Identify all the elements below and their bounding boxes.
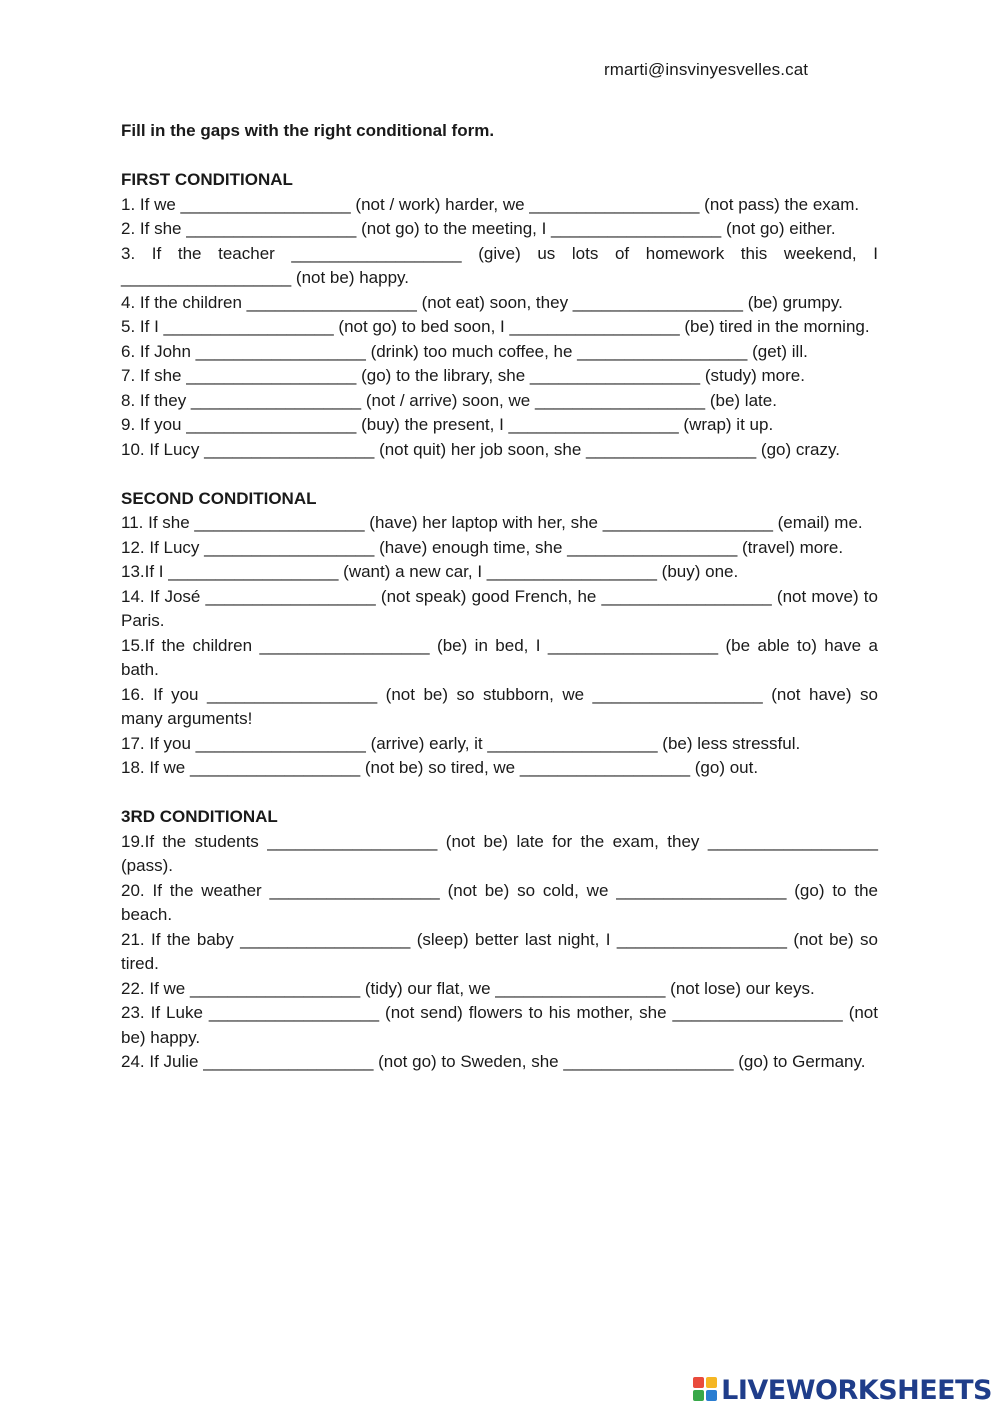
section-title: SECOND CONDITIONAL xyxy=(121,488,317,508)
exercise-item: 17. If you __________________ (arrive) early, it __________________ (be) less stressful. xyxy=(121,733,801,753)
worksheet-content xyxy=(121,119,878,1075)
exercise-item: 18. If we __________________ (not be) so tired, we __________________ (go) out. xyxy=(121,758,759,777)
logo-text: LIVEWORKSHEETS xyxy=(721,1374,992,1406)
section-third-conditional xyxy=(121,805,878,1075)
author-email: rmarti@insvinyesvelles.cat xyxy=(604,60,809,79)
section-second-conditional xyxy=(121,487,878,781)
exercise-item: 22. If we __________________ (tidy) our flat, we __________________ (not lose) our keys. xyxy=(121,978,815,998)
exercise-item: 16. If you __________________ (not be) so stubborn, we __________________ (not have) so many arguments! xyxy=(121,684,878,728)
exercise-item: 12. If Lucy __________________ (have) enough time, she __________________ (travel) more. xyxy=(121,537,844,557)
exercise-item: 7. If she __________________ (go) to the library, she __________________ (study) more. xyxy=(121,366,805,385)
instructions: Fill in the gaps with the right conditional form. xyxy=(121,121,495,140)
exercise-item: 10. If Lucy __________________ (not quit) her job soon, she __________________ (go) crazy. xyxy=(121,439,840,459)
exercise-item: 1. If we __________________ (not / work) harder, we __________________ (not pass) the exam. xyxy=(121,194,860,214)
exercise-item: 14. If José __________________ (not speak) good French, he __________________ (not move) to Paris. xyxy=(121,586,878,630)
section-title: 3RD CONDITIONAL xyxy=(121,807,278,826)
exercise-item: 15.If the children __________________ (be) in bed, I __________________ (be able to) have a bath. xyxy=(121,635,878,679)
exercise-item: 3. If the teacher __________________ (give) us lots of homework this weekend, I __________________ (not be) happy. xyxy=(121,243,878,287)
exercise-item: 6. If John __________________ (drink) too much coffee, he __________________ (get) ill. xyxy=(121,341,808,361)
exercise-item: 9. If you __________________ (buy) the present, I __________________ (wrap) it up. xyxy=(121,415,774,434)
section-title: FIRST CONDITIONAL xyxy=(121,170,293,189)
exercise-item: 8. If they __________________ (not / arrive) soon, we __________________ (be) late. xyxy=(121,390,777,410)
exercise-item: 2. If she __________________ (not go) to the meeting, I __________________ (not go) either. xyxy=(121,219,836,238)
logo-mark-icon xyxy=(693,1377,719,1403)
exercise-item: 11. If she __________________ (have) her laptop with her, she __________________ (email) me. xyxy=(121,513,863,532)
exercise-item: 4. If the children __________________ (not eat) soon, they __________________ (be) grumpy. xyxy=(121,292,843,312)
exercise-item: 21. If the baby __________________ (sleep) better last night, I __________________ (not be) so tired. xyxy=(121,929,878,973)
exercise-item: 24. If Julie __________________ (not go) to Sweden, she __________________ (go) to Germany. xyxy=(121,1052,866,1071)
exercise-item: 23. If Luke __________________ (not send) flowers to his mother, she __________________ (not be) happy. xyxy=(121,1003,878,1047)
exercise-item: 13.If I __________________ (want) a new car, I __________________ (buy) one. xyxy=(121,562,739,581)
exercise-item: 19.If the students __________________ (not be) late for the exam, they __________________ (pass). xyxy=(121,831,878,875)
exercise-item: 5. If I __________________ (not go) to bed soon, I __________________ (be) tired in the morning. xyxy=(121,317,870,336)
exercise-item: 20. If the weather __________________ (not be) so cold, we __________________ (go) to the beach. xyxy=(121,880,878,924)
liveworksheets-logo[interactable] xyxy=(693,1373,992,1407)
section-first-conditional xyxy=(121,168,878,462)
